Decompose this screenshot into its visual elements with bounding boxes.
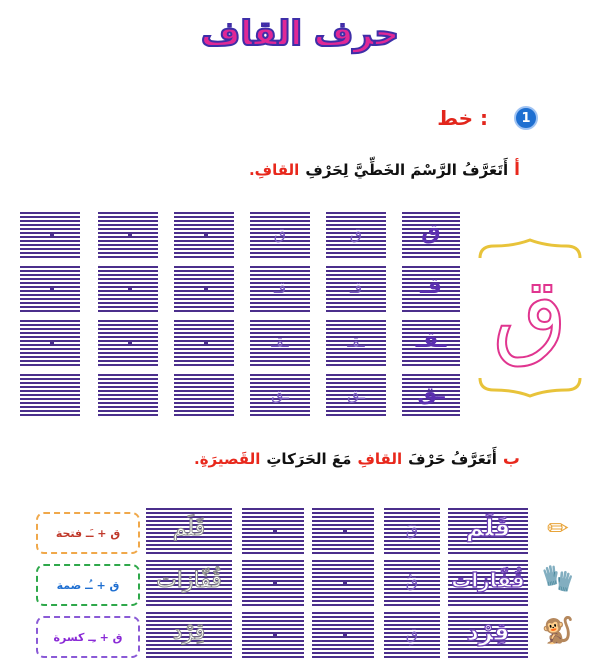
practice-cell[interactable] [312, 558, 374, 608]
page-title: حرف القاف [200, 14, 400, 54]
instruction-text: أَتَعَرَّفُ حَرْفَ [408, 450, 497, 468]
model-cell [402, 318, 460, 368]
vowel-letter: قُ [405, 572, 419, 591]
trace-letter: ق [349, 224, 363, 243]
practice-cell[interactable] [20, 210, 80, 260]
model-cell [402, 372, 460, 418]
trace-cell[interactable] [326, 264, 386, 314]
practice-cell[interactable] [312, 610, 374, 660]
practice-cell[interactable] [242, 558, 304, 608]
trace-cell[interactable] [250, 318, 310, 368]
big-letter-frame [474, 238, 586, 398]
section-header [437, 106, 538, 130]
trace-letter: ـق [346, 384, 366, 403]
trace-cell[interactable] [146, 610, 232, 660]
trace-cell[interactable] [146, 558, 232, 608]
trace-cell[interactable] [384, 558, 440, 608]
trace-cell[interactable] [384, 506, 440, 556]
instruction-marker: ب [502, 449, 520, 469]
practice-cell[interactable] [98, 210, 158, 260]
trace-cell[interactable] [250, 372, 310, 418]
practice-cell[interactable] [20, 372, 80, 418]
trace-cell[interactable] [326, 372, 386, 418]
model-letter: ـقـ [415, 328, 447, 353]
model-cell [448, 506, 528, 556]
model-cell [402, 210, 460, 260]
words-section [0, 500, 600, 669]
trace-letter: ـقـ [271, 332, 289, 351]
model-word: قَلَم [465, 514, 511, 542]
trace-cell[interactable] [384, 610, 440, 660]
model-letter: قـ [420, 274, 442, 299]
instruction-1 [249, 160, 520, 180]
pencil-icon: ✏ [547, 514, 569, 544]
section-number-badge: 1 [514, 106, 538, 130]
practice-cell[interactable] [174, 210, 234, 260]
trace-letter: ق [273, 224, 287, 243]
model-cell [448, 610, 528, 660]
trace-cell[interactable] [146, 506, 232, 556]
instruction-highlight: القافِ [357, 450, 403, 468]
model-word: قِرْد [466, 618, 510, 646]
trace-cell[interactable] [250, 264, 310, 314]
letter-forms-grid [20, 210, 460, 420]
vowel-box: ق + ـِـ كسرة [36, 616, 140, 658]
vowel-box: ق + ـُـ ضمة [36, 564, 140, 606]
trace-letter: ـق [270, 384, 290, 403]
practice-cell[interactable] [98, 318, 158, 368]
gloves-icon: 🧤 [541, 564, 575, 594]
trace-word: قِرْد [172, 620, 206, 645]
trace-letter: قـ [349, 278, 363, 297]
instruction-text: مَعَ الحَرَكاتِ [266, 450, 352, 468]
model-word: قُفّازات [451, 568, 525, 592]
practice-cell[interactable] [242, 506, 304, 556]
trace-cell[interactable] [250, 210, 310, 260]
instruction-text: أَتَعَرَّفُ الرَّسْمَ الخَطِّيَّ لِحَرْفِ [305, 161, 509, 179]
trace-letter: ـقـ [347, 332, 365, 351]
practice-cell[interactable] [20, 264, 80, 314]
model-cell [402, 264, 460, 314]
practice-cell[interactable] [174, 264, 234, 314]
model-cell [448, 558, 528, 608]
instruction-highlight: القافِ. [248, 161, 300, 179]
vowel-letter: قِ [405, 624, 419, 643]
model-letter: ـق [417, 380, 445, 405]
instruction-2 [194, 449, 520, 469]
trace-letter: قـ [273, 278, 287, 297]
practice-cell[interactable] [174, 372, 234, 418]
vowel-letter: قَ [405, 520, 419, 539]
practice-cell[interactable] [20, 318, 80, 368]
practice-cell[interactable] [98, 264, 158, 314]
vowel-box: ق + ـَـ فتحة [36, 512, 140, 554]
section-label: خط : [437, 106, 488, 130]
practice-cell[interactable] [242, 610, 304, 660]
practice-cell[interactable] [174, 318, 234, 368]
instruction-marker: أ [514, 160, 520, 180]
practice-cell[interactable] [312, 506, 374, 556]
trace-cell[interactable] [326, 318, 386, 368]
instruction-highlight: القَصيرَةِ. [194, 450, 261, 468]
trace-word: قَلَم [172, 516, 206, 541]
practice-cell[interactable] [98, 372, 158, 418]
monkey-icon: 🐒 [541, 616, 575, 646]
big-letter: ق [492, 257, 568, 369]
trace-word: قُفّازات [156, 568, 222, 593]
trace-cell[interactable] [326, 210, 386, 260]
model-letter: ق [421, 220, 441, 245]
